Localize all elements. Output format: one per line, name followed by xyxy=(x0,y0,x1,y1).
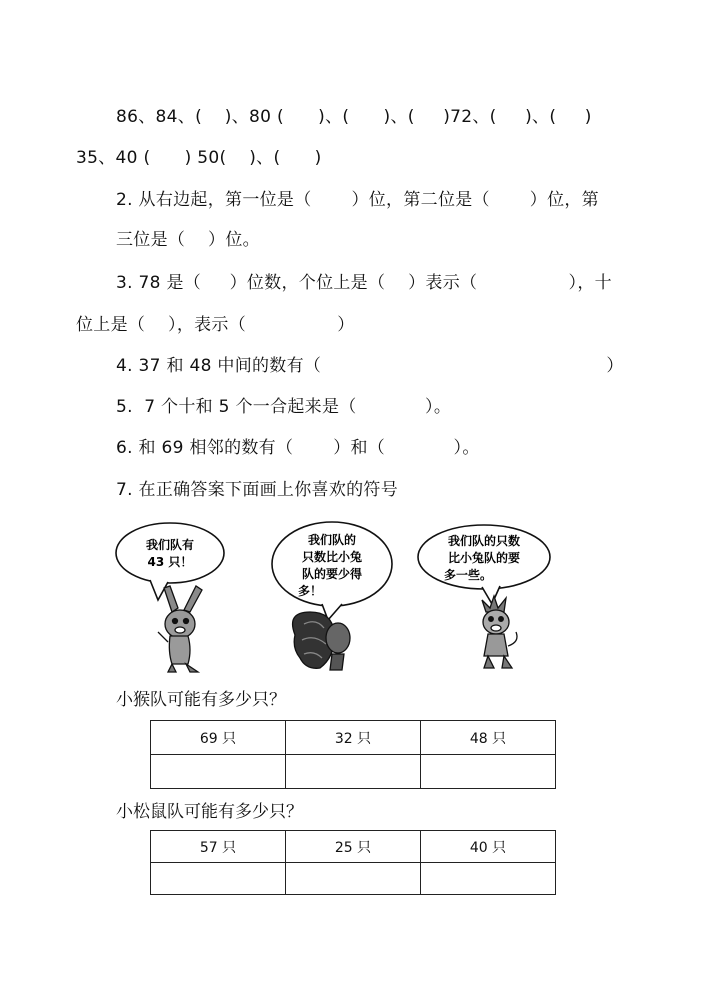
squirrel-option-3: 40 只 xyxy=(421,831,556,863)
monkey-bubble-line-2: 比小兔队的要 xyxy=(447,551,521,565)
squirrel-answer-table xyxy=(150,830,556,895)
monkey-answer-cell-1[interactable] xyxy=(151,755,286,789)
monkey-answer-cell-2[interactable] xyxy=(286,755,421,789)
monkey-speech-bubble xyxy=(418,525,550,604)
rabbit-bubble-line-2: 43 只！ xyxy=(147,555,193,569)
rabbit-icon xyxy=(158,586,202,672)
monkey-answer-table xyxy=(150,720,556,789)
monkey-bubble-line-3: 多一些。 xyxy=(443,568,493,582)
squirrel-option-2: 25 只 xyxy=(286,831,421,863)
question-4: 4. 37 和 48 中间的数有（ ） xyxy=(116,356,624,376)
monkey-bubble-line-1: 我们队的只数 xyxy=(447,534,521,548)
monkey-icon xyxy=(482,596,517,668)
monkey-answer-cell-3[interactable] xyxy=(421,755,556,789)
question-7: 7. 在正确答案下面画上你喜欢的符号 xyxy=(116,480,399,500)
monkey-option-2: 32 只 xyxy=(286,721,421,755)
number-sequence-line-2: 35、40 ( ) 50( )、( ) xyxy=(76,148,322,168)
squirrel-answer-cell-3[interactable] xyxy=(421,863,556,895)
squirrel-bubble-line-4: 多！ xyxy=(297,584,323,598)
monkey-team-question: 小猴队可能有多少只？ xyxy=(116,690,286,710)
question-5: 5. 7 个十和 5 个一合起来是（ ）。 xyxy=(116,397,452,417)
question-2-line-2: 三位是（ ）位。 xyxy=(116,230,260,250)
squirrel-team-question: 小松鼠队可能有多少只？ xyxy=(116,802,303,822)
monkey-option-3: 48 只 xyxy=(421,721,556,755)
squirrel-answer-cell-1[interactable] xyxy=(151,863,286,895)
squirrel-option-1: 57 只 xyxy=(151,831,286,863)
squirrel-speech-bubble xyxy=(272,522,392,620)
squirrel-bubble-line-2: 只数比小兔 xyxy=(301,550,363,564)
number-sequence-line-1: 86、84、( )、80 ( )、( )、( )72、( )、( ) xyxy=(116,107,592,127)
table-row xyxy=(151,755,556,789)
squirrel-bubble-line-3: 队的要少得 xyxy=(301,567,363,581)
rabbit-bubble-line-1: 我们队有 xyxy=(145,538,195,552)
question-3-line-1: 3. 78 是（ ）位数，个位上是（ ）表示（ ），十 xyxy=(116,273,612,293)
table-row xyxy=(151,831,556,863)
squirrel-icon xyxy=(293,612,350,670)
squirrel-bubble-line-1: 我们队的 xyxy=(307,533,357,547)
monkey-option-1: 69 只 xyxy=(151,721,286,755)
question-3-line-2: 位上是（ ），表示（ ） xyxy=(76,315,355,335)
table-row xyxy=(151,721,556,755)
question-2-line-1: 2. 从右边起，第一位是（ ）位，第二位是（ ）位，第 xyxy=(116,190,599,210)
table-row xyxy=(151,863,556,895)
cartoon-illustration xyxy=(110,520,560,675)
squirrel-answer-cell-2[interactable] xyxy=(286,863,421,895)
question-6: 6. 和 69 相邻的数有（ ）和（ ）。 xyxy=(116,438,480,458)
